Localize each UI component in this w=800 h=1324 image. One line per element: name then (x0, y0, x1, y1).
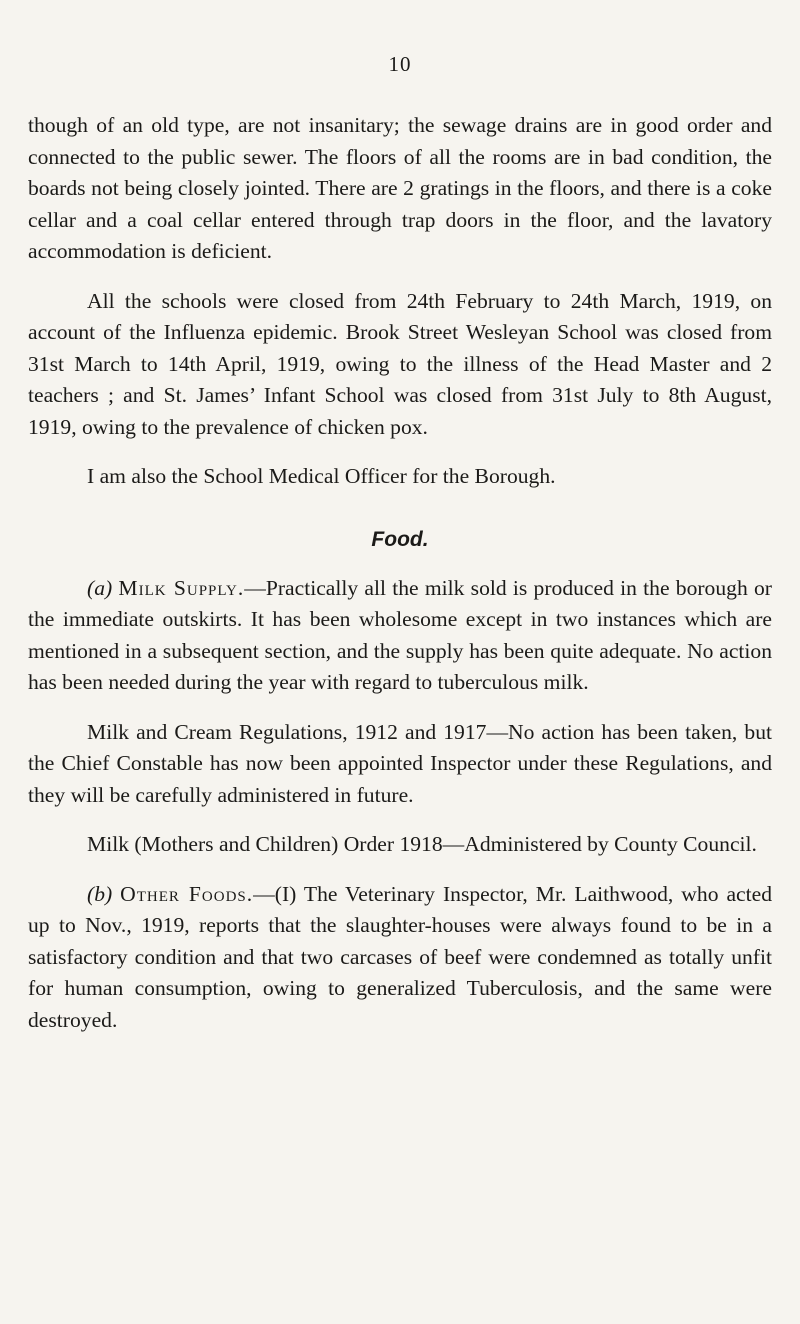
paragraph-other-foods (28, 879, 772, 1037)
other-foods-title: Other Foods. (120, 881, 254, 906)
paragraph-milk-supply (28, 573, 772, 699)
milk-supply-text: —Practically all the milk sold is produced in the borough or the immediate outskirts. It has been wholesome except in two instances which are mentioned in a subsequent section, and the supply has been quite adequate. No action has been needed during the year with regard to tuberculous milk. (28, 575, 772, 694)
paragraph-school-closures: All the schools were closed from 24th February to 24th March, 1919, on account of the Influenza epidemic. Brook Street Wesleyan School was closed from 31st March to 14th April, 1919, owing to the illness of the Head Master and 2 teachers ; and St. James’ Infant School was closed from 31st July to 8th August, 1919, owing to the prevalence of chicken pox. (28, 288, 772, 439)
paragraph-milk-regulations: Milk and Cream Regulations, 1912 and 1917—No action has been taken, but the Chief Constable has now been appointed Inspector under these Regulations, and they will be carefully administered in future. (28, 719, 772, 807)
milk-marker: (a) (87, 575, 113, 600)
page-number: 10 (388, 52, 412, 76)
milk-supply-title: Milk Supply. (118, 575, 245, 600)
body-text (28, 110, 772, 1036)
section-heading-food: Food. (371, 527, 429, 551)
paragraph-medical-officer: I am also the School Medical Officer for the Borough. (87, 464, 556, 488)
other-foods-marker: (b) (87, 881, 113, 906)
other-foods-text: —(I) The Veterinary Inspector, Mr. Laithwood, who acted up to Nov., 1919, reports that the slaughter-houses were always found to be in a satisfactory condition and that two carcases of beef were condemned as totally unfit for human consumption, owing to generalized Tuberculosis, and the same were destroyed. (28, 881, 773, 1032)
paragraph-school-condition: though of an old type, are not insanitary; the sewage drains are in good order and connected to the public sewer. The floors of all the rooms are in bad condition, the boards not being closely jointed. There are 2 gratings in the floors, and there is a coke cellar and a coal cellar entered through trap doors in the floor, and the lavatory accommodation is deficient. (28, 113, 772, 263)
paragraph-milk-order: Milk (Mothers and Children) Order 1918—Administered by County Council. (87, 832, 757, 856)
